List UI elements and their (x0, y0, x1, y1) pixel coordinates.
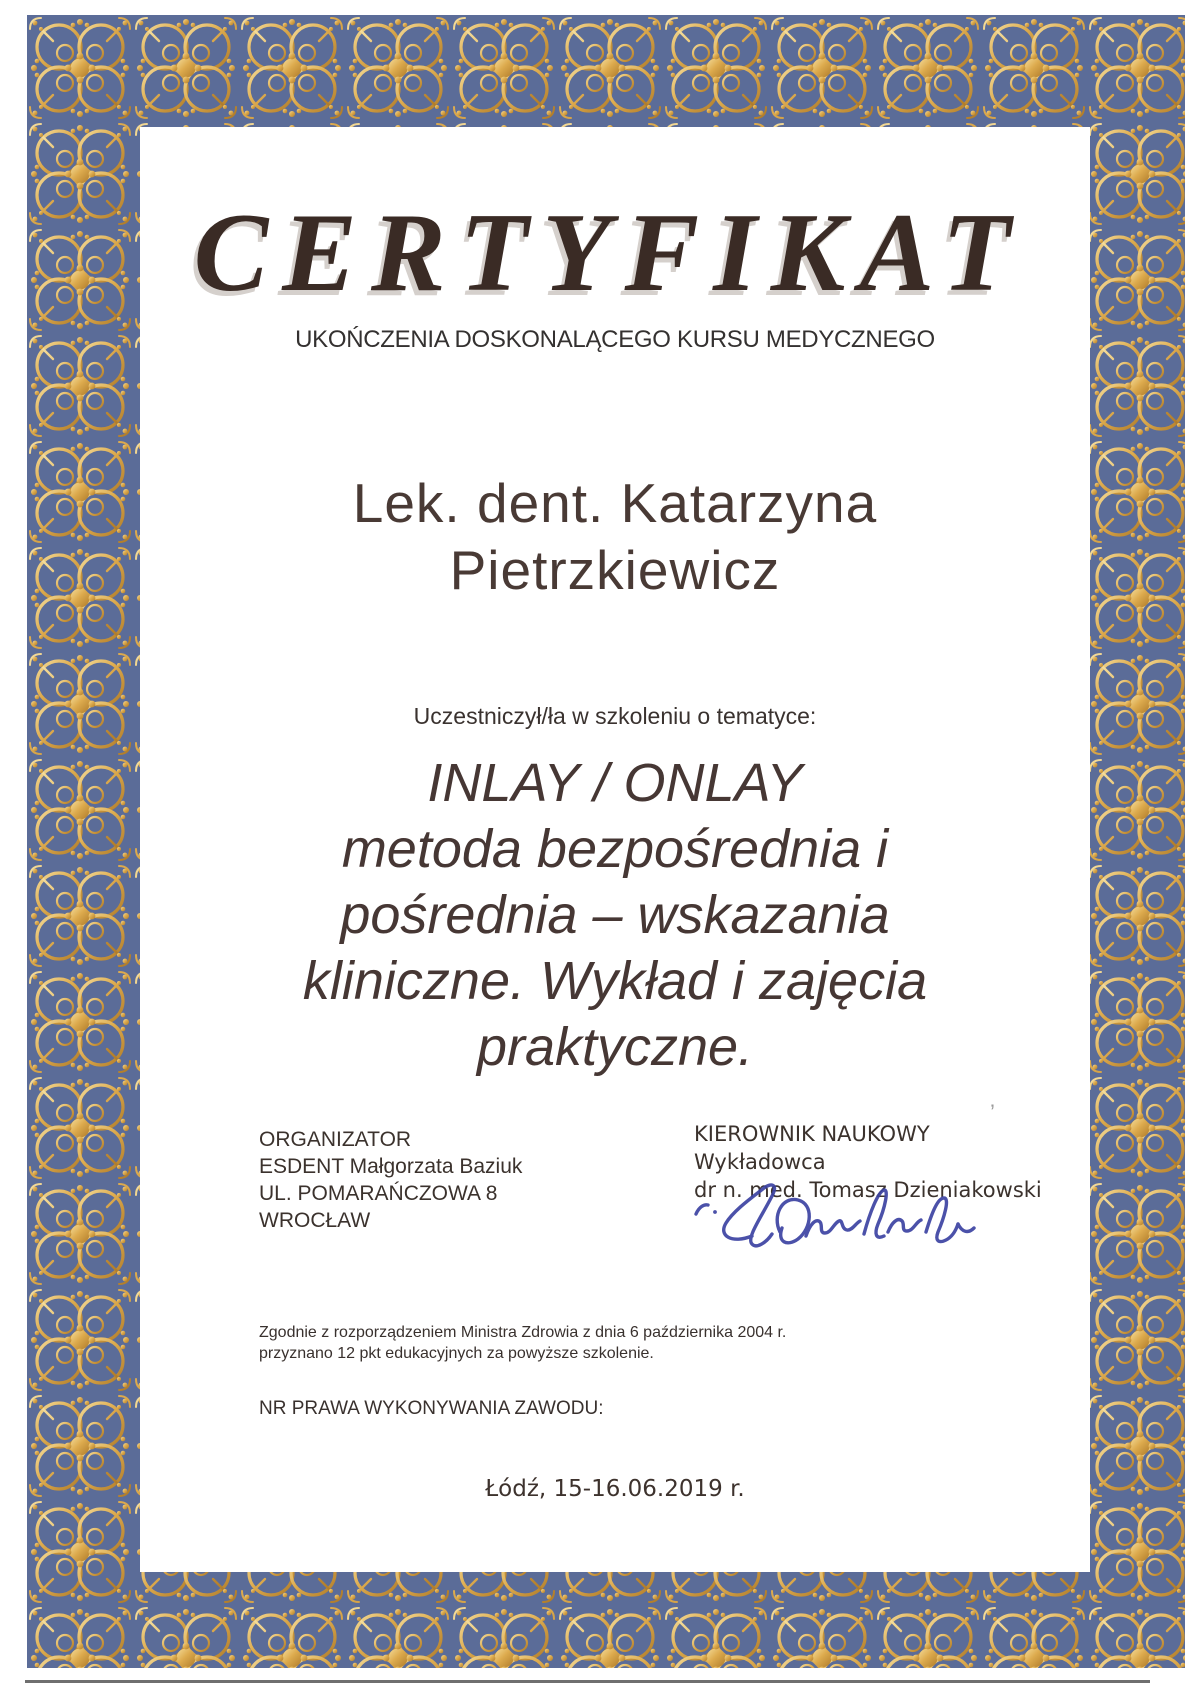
organizer-line2: UL. POMARAŃCZOWA 8 (259, 1182, 498, 1205)
course-title-line2: metoda bezpośrednia i (341, 819, 889, 879)
license-number-label: NR PRAWA WYKONYWANIA ZAWODU: (259, 1398, 604, 1419)
participation-label: Uczestniczył/ła w szkoleniu o tematyce: (413, 703, 817, 729)
course-title (20, 750, 1190, 1080)
recipient-name (20, 470, 1190, 604)
course-title-line3: pośrednia – wskazania (340, 885, 890, 945)
organizer-line3: WROCŁAW (259, 1209, 371, 1232)
scientific-director-heading: KIEROWNIK NAUKOWY (694, 1122, 930, 1146)
place-and-date: Łódź, 15-16.06.2019 r. (485, 1476, 745, 1502)
course-title-line5: praktyczne. (476, 1017, 754, 1077)
scan-artifact-mark: ’ (990, 1100, 995, 1125)
course-title-line1: INLAY / ONLAY (427, 753, 803, 813)
certificate-title: CERTYFIKAT (193, 191, 1025, 315)
certificate-subtitle: UKOŃCZENIA DOSKONALĄCEGO KURSU MEDYCZNEGO (295, 326, 935, 353)
recipient-name-line2: Pietrzkiewicz (449, 539, 781, 601)
organizer-line1: ESDENT Małgorzata Baziuk (259, 1155, 523, 1178)
organizer-heading: ORGANIZATOR (259, 1128, 412, 1151)
credits-note (259, 1322, 786, 1364)
scan-edge-line (25, 1680, 1150, 1683)
scientific-director-line2: dr n. med. Tomasz Dzieniakowski (694, 1178, 1042, 1202)
signature-image (688, 1176, 998, 1264)
organizer-block (259, 1126, 522, 1234)
credits-note-line2: przyznano 12 pkt edukacyjnych za powyższe szkolenie. (259, 1345, 654, 1362)
credits-note-line1: Zgodnie z rozporządzeniem Ministra Zdrowia z dnia 6 października 2004 r. (259, 1324, 787, 1341)
scientific-director-line1: Wykładowca (694, 1150, 826, 1174)
course-title-line4: kliniczne. Wykład i zajęcia (302, 951, 928, 1011)
recipient-name-line1: Lek. dent. Katarzyna (352, 472, 878, 534)
